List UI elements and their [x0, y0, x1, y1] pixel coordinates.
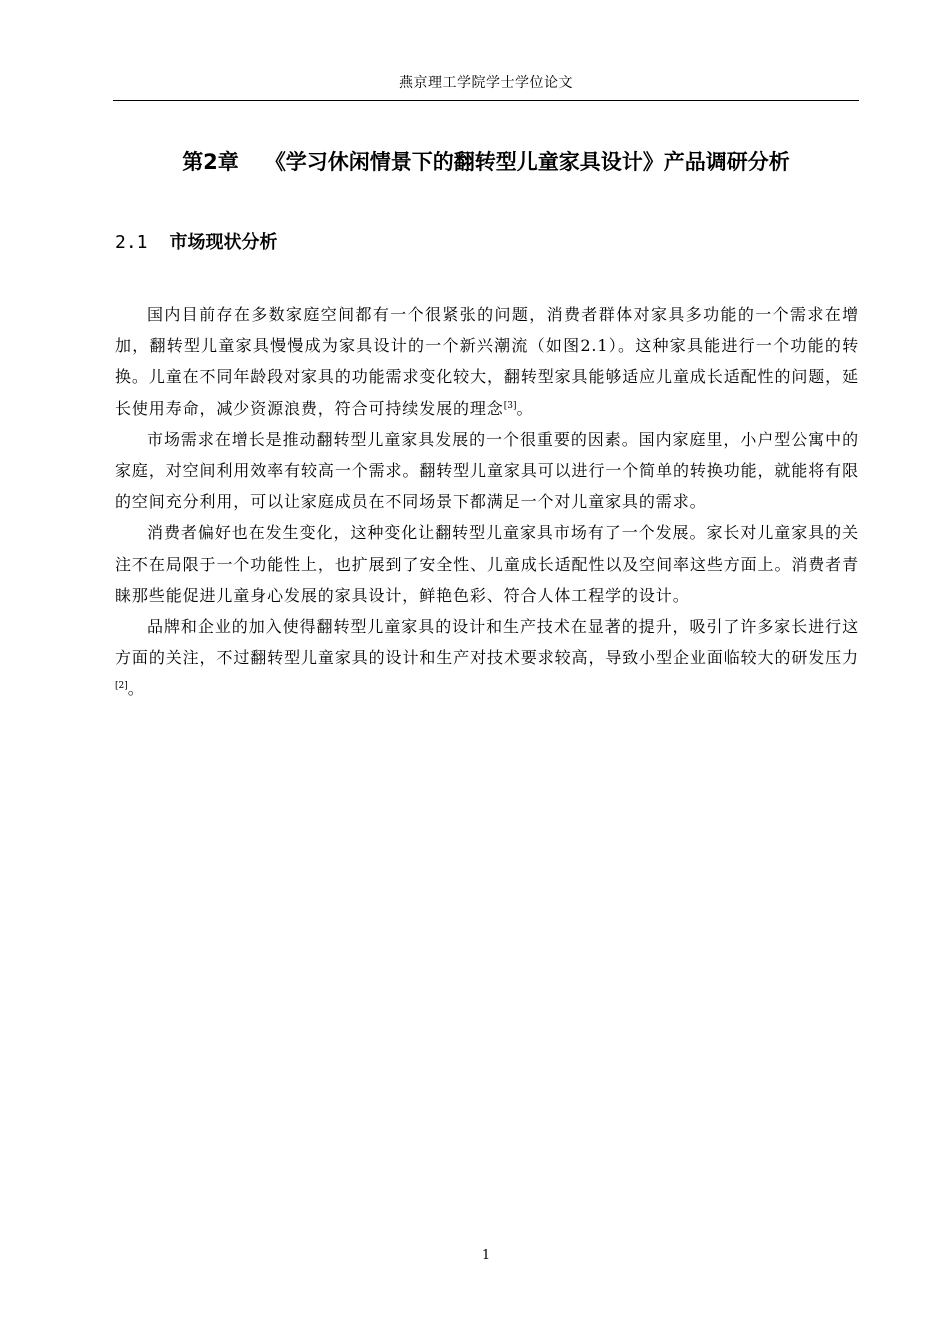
chapter-number: 第2章: [182, 150, 239, 174]
paragraph-text: 国内目前存在多数家庭空间都有一个很紧张的问题，消费者群体对家具多功能的一个需求在增加，翻转型儿童家具慢慢成为家具设计的一个新兴潮流（如图2.1）。这种家具能进行一个功能的转换。儿童在不同年龄段对家具的功能需求变化较大，翻转型家具能够适应儿童成长适配性的问题，延长使用寿命，减少资源浪费，符合可持续发展的理念: [115, 305, 859, 418]
citation-ref: [2]: [115, 681, 128, 692]
paragraph: [115, 611, 859, 705]
body-text: [115, 299, 859, 705]
chapter-title: [113, 144, 859, 180]
paragraph: [115, 299, 859, 424]
paragraph-end: 。: [127, 679, 145, 699]
paragraph: [115, 424, 859, 518]
page-number: 1: [481, 1248, 491, 1263]
citation-ref: [3]: [503, 400, 517, 411]
paragraph-text: 消费者偏好也在发生变化，这种变化让翻转型儿童家具市场有了一个发展。家长对儿童家具的关注不在局限于一个功能性上，也扩展到了安全性、儿童成长适配性以及空间率这些方面上。消费者青睐那些能促进儿童身心发展的家具设计，鲜艳色彩、符合人体工程学的设计。: [115, 523, 859, 605]
paragraph-end: 。: [516, 398, 534, 418]
running-header: 燕京理工学院学士学位论文: [399, 75, 573, 91]
section-heading: [115, 226, 278, 260]
header-divider: [113, 100, 859, 101]
paragraph: [115, 517, 859, 611]
paragraph-text: 市场需求在增长是推动翻转型儿童家具发展的一个很重要的因素。国内家庭里，小户型公寓中的家庭，对空间利用效率有较高一个需求。翻转型儿童家具可以进行一个简单的转换功能，就能将有限的空间充分利用，可以让家庭成员在不同场景下都满足一个对儿童家具的需求。: [115, 429, 859, 512]
chapter-title-text: 《学习休闲情景下的翻转型儿童家具设计》产品调研分析: [264, 150, 790, 174]
section-title-text: 市场现状分析: [169, 232, 278, 253]
paragraph-text: 品牌和企业的加入使得翻转型儿童家具的设计和生产技术在显著的提升，吸引了许多家长进行这方面的关注，不过翻转型儿童家具的设计和生产对技术要求较高，导致小型企业面临较大的研发压力: [115, 617, 859, 668]
section-number: 2.1: [115, 232, 148, 253]
